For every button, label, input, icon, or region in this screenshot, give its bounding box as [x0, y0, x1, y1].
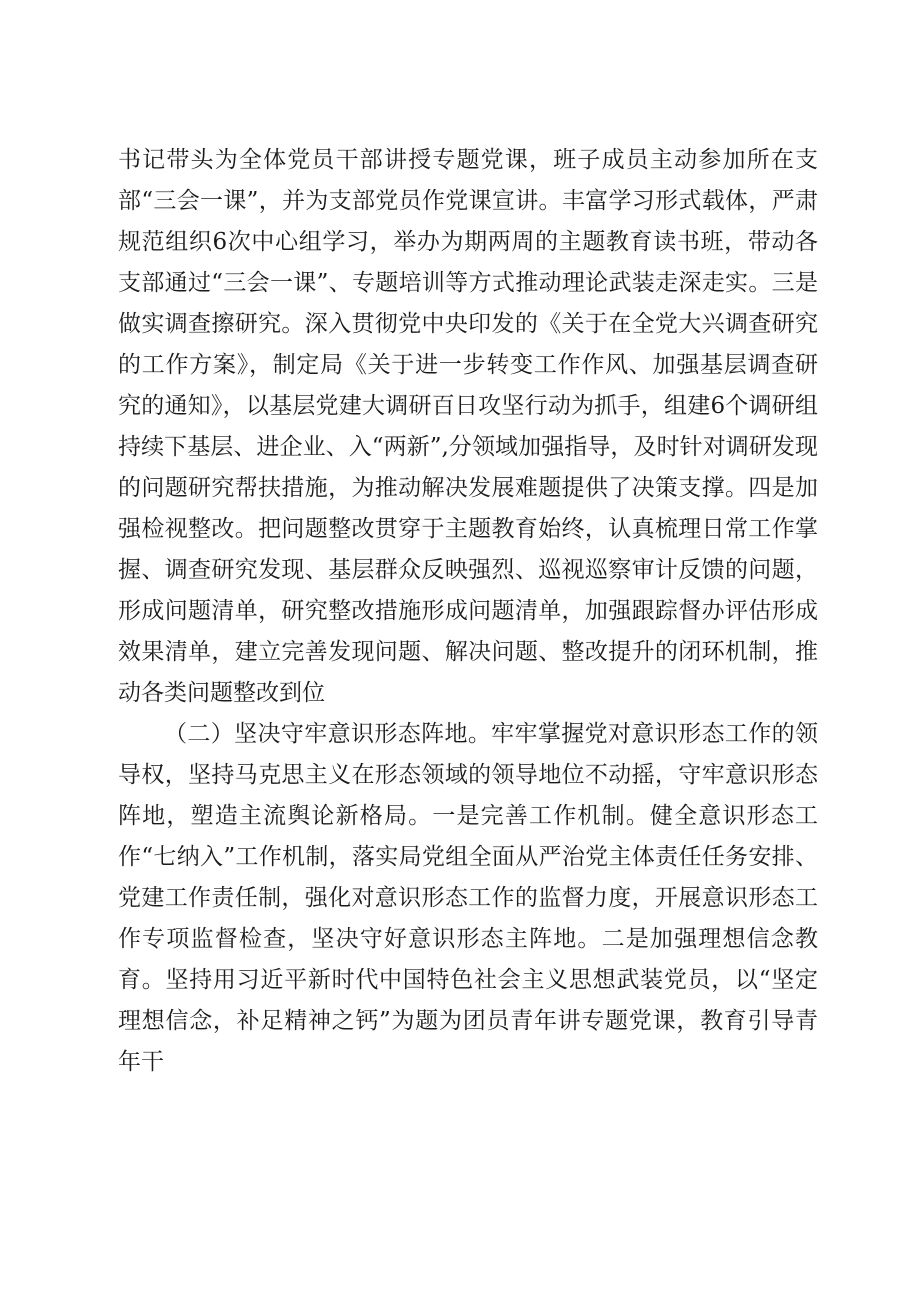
- body-paragraph-ideology-section: （二）坚决守牢意识形态阵地。牢牢掌握党对意识形态工作的领导权，坚持马克思主义在形态领域的领导地位不动摇，守牢意识形态阵地，塑造主流舆论新格局。一是完善工作机制。健全意识形态工作“七纳入”工作机制，落实局党组全面从严治党主体责任任务安排、党建工作责任制，强化对意识形态工作的监督力度，开展意识形态工作专项监督检查，坚决守好意识形态主阵地。二是加强理想信念教育。坚持用习近平新时代中国特色社会主义思想武装党员，以“坚定理想信念，补足精神之钙”为题为团员青年讲专题党课，教育引导青年干: [118, 721, 818, 1075]
- body-paragraph-continued: 书记带头为全体党员干部讲授专题党课，班子成员主动参加所在支部“三会一课”，并为支部党员作党课宣讲。丰富学习形式载体，严肃规范组织6次中心组学习，举办为期两周的主题教育读书班，带动各支部通过“三会一课”、专题培训等方式推动理论武装走深走实。三是做实调查擦研究。深入贯彻党中央印发的《关于在全党大兴调查研究的工作方案》，制定局《关于进一步转变工作作风、加强基层调查研究的通知》，以基层党建大调研百日攻坚行动为抓手，组建6个调研组持续下基层、进企业、入“两新”,分领域加强指导，及时针对调研发现的问题研究帮扶措施，为推动解决发展难题提供了决策支撑。四是加强检视整改。把问题整改贯穿于主题教育始终，认真梳理日常工作掌握、调查研究发现、基层群众反映强烈、巡视巡察审计反馈的问题，形成问题清单，研究整改措施形成问题清单，加强跟踪督办评估形成效果清单，建立完善发现问题、解决问题、整改提升的闭环机制，推动各类问题整改到位: [118, 147, 818, 706]
- document-body: [118, 140, 818, 1083]
